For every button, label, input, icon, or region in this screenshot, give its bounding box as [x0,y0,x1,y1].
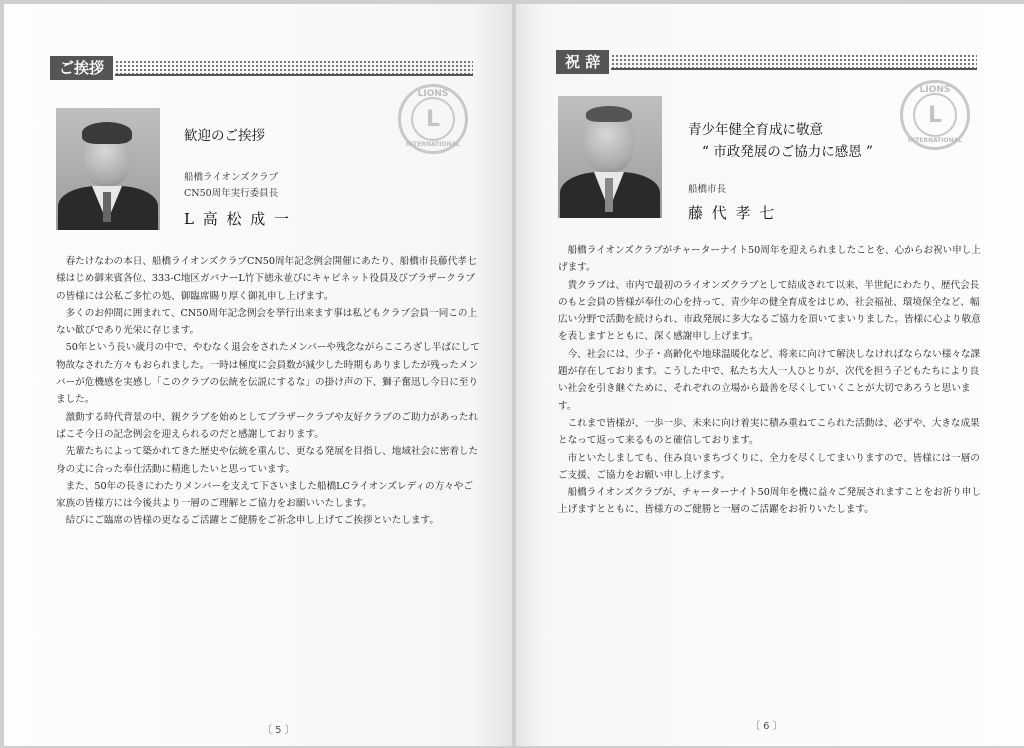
dotted-rule [611,54,977,70]
right-paragraph: 市といたしましても、住み良いまちづくりに、全力を尽くしてまいりますので、皆様には一層のご支援、ご協力をお願い申し上げます。 [558,452,980,481]
right-heading-main: 青少年健全育成に敬意 [688,122,823,138]
logo-center: L [913,93,957,137]
left-paragraph: また、50年の長きにわたりメンバーを支えて下さいました船橋LCライオンズレディの方々やご家族の皆様方には今後共より一層のご理解とご協力をお願いいたします。 [56,480,473,510]
right-heading-sub: “ 市政発展のご協力に感恩 ” [702,144,873,160]
right-paragraph: これまで皆様が、一歩一歩、未来に向け着実に積み重ねてこられた活動は、必ずや、大きな成果となって返って来るものと確信しております。 [558,417,980,447]
left-paragraph: 多くのお仲間に囲まれて、CN50周年記念例会を挙行出来ます事は私どもクラブ会員一同この上ない歓びであり光栄に存じます。 [56,307,478,337]
right-paragraph: 今、社会には、少子・高齢化や地球温暖化など、将来に向けて解決しなければならない様々な課題が存在しております。こうした中で、私たち大人一人ひとりが、次代を担う子どもたちにより良い社会を引き継ぐために、それぞれの立場から最善を尽くしていくことが大切であろうと思います。 [558,348,981,412]
left-page-number: 〔 5 〕 [262,725,295,736]
left-paragraph: 春たけなわの本日、船橋ライオンズクラブCN50周年記念例会開催にあたり、船橋市長藤代孝七様はじめ御来賓各位、333-C地区ガバナーL竹下徳永並びにキャビネット役員及びブラザークラブの皆様には公私ご多忙の処、御臨席賜り厚く御礼申し上げます。 [56,256,477,302]
left-section-tab-label: ご挨拶 [50,56,113,80]
left-paragraph: 先輩たちによって築かれてきた歴史や伝統を重んじ、更なる発展を目指し、地域社会に密着した身の丈に合った奉仕活動に精進したいと思っています。 [56,446,479,475]
lions-logo-icon [398,84,468,154]
logo-ring-top: LIONS [919,85,951,95]
right-paragraph: 貴クラブは、市内で最初のライオンズクラブとして結成されて以来、半世紀にわたり、歴代会長のもと会員の皆様が奉仕の心を持って、青少年の健全育成をはじめ、社会福祉、環境保全など、幅広い分野で活動を続けられ、市政発展に多大なるご協力を頂いてまいりました。皆様に心より敬意を表しますとともに、深く感謝申し上げます。 [558,279,981,343]
right-page [516,4,1024,746]
right-section-tab [556,50,977,74]
right-section-tab-label: 祝 辞 [556,50,609,74]
right-signatory-name: 藤 代 孝 七 [688,204,777,222]
left-paragraph: 結びにご臨席の皆様の更なるご活躍とご健勝をご祈念申し上げてご挨拶といたします。 [65,515,439,527]
left-signatory-name: L 高 松 成 一 [184,210,292,228]
left-affiliation-role: CN50周年実行委員長 [184,188,279,199]
left-section-tab [50,56,473,80]
logo-ring-bottom: INTERNATIONAL [405,141,461,148]
left-body-text [56,253,480,530]
portrait-photo-fujishiro [558,96,662,218]
dotted-rule [115,60,473,76]
logo-ring-top: LIONS [417,89,449,99]
logo-center: L [411,97,455,141]
lions-logo-icon [900,80,970,150]
right-affiliation: 船橋市長 [688,184,727,195]
right-paragraph: 船橋ライオンズクラブがチャーターナイト50周年を迎えられましたことを、心からお祝い申し上げます。 [558,245,981,274]
right-body-text [558,242,982,519]
left-affiliation-club: 船橋ライオンズクラブ [184,172,279,183]
left-heading: 歓迎のご挨拶 [184,128,265,144]
right-paragraph: 船橋ライオンズクラブが、チャーターナイト50周年を機に益々ご発展されますことをお祈り申し上げますとともに、皆様方のご健勝と一層のご活躍をお祈りいたします。 [558,487,981,516]
left-paragraph: 50年という長い歳月の中で、やむなく退会をされたメンバーや残念ながらこころざし半ばにして物故なされた方々もおられました。一時は極度に会員数が減少した時期もありましたが残ったメンバーが危機感を実感し「このクラブの伝統を伝説にするな」の掛け声の下、獅子奮迅し今日に至りました。 [56,342,480,406]
left-paragraph: 激動する時代背景の中、親クラブを始めとしてブラザークラブや友好クラブのご助力があったればこそ今日の記念例会を迎えられるのだと感謝しております。 [56,411,479,440]
right-page-number: 〔 6 〕 [750,721,783,732]
left-page [4,4,512,746]
portrait-photo-takamatsu [56,108,160,230]
logo-ring-bottom: INTERNATIONAL [907,137,963,144]
